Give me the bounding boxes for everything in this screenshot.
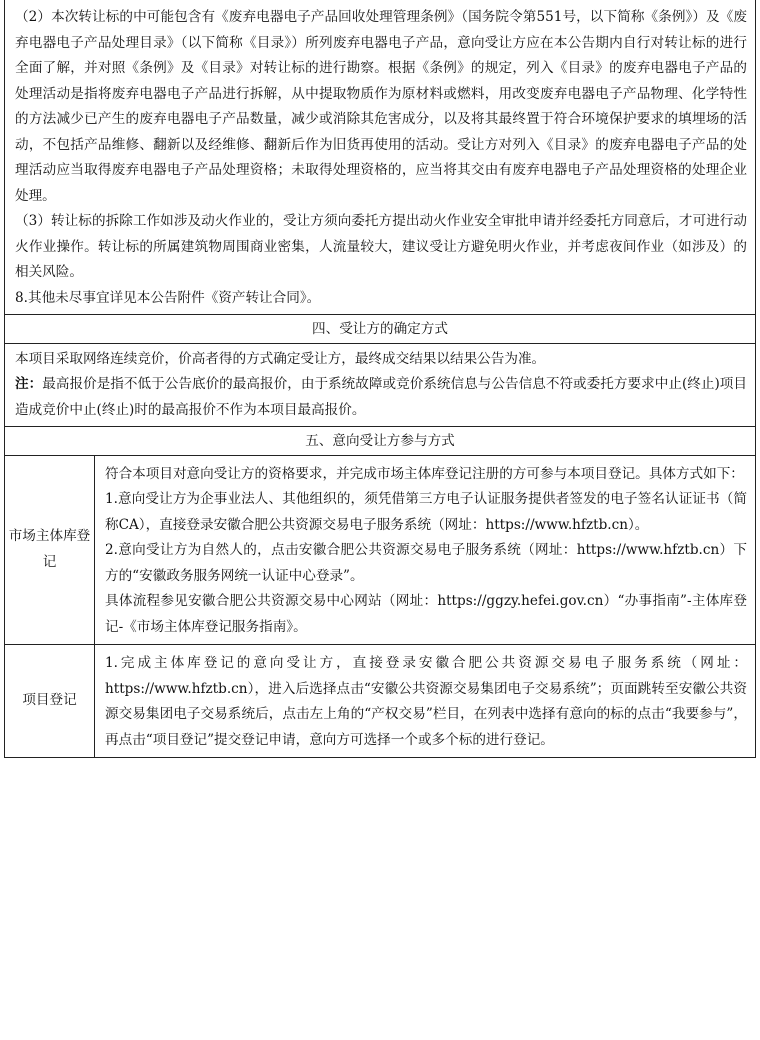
project-registration-row xyxy=(5,645,756,758)
paragraph-2: （2）本次转让标的中可能包含有《废弃电器电子产品回收处理管理条例》（国务院令第551号，以下简称《条例》）及《废弃电器电子产品处理目录》（以下简称《目录》）所列废弃电器电子产品，意向受让方应在本公告期内自行对转让标的进行全面了解，并对照《条例》及《目录》对转让标的进行勘察。根据《条例》的规定，列入《目录》的废弃电器电子产品的处理活动是指将废弃电器电子产品进行拆解，从中提取物质作为原材料或燃料，用改变废弃电器电子产品物理、化学特性的方法减少已产生的废弃电器电子产品数量，减少或消除其危害成分，以及将其最终置于符合环境保护要求的填埋场的活动，不包括产品维修、翻新以及经维修、翻新后作为旧货再使用的活动。受让方对列入《目录》的废弃电器电子产品的处理活动应当取得废弃电器电子产品处理资格；未取得处理资格的，应当将其交由有废弃电器电子产品处理资格的处理企业处理。 xyxy=(15,9,747,204)
note-body: 最高报价是指不低于公告底价的最高报价，由于系统故障或竞价系统信息与公告信息不符或委托方要求中止(终止)项目造成竞价中止(终止)时的最高报价不作为本项目最高报价。 xyxy=(15,376,748,418)
market-item-2: 2.意向受让方为自然人的，点击安徽合肥公共资源交易电子服务系统（网址：https://www.hfztb.cn）下方的“安徽政务服务网统一认证中心登录”。 xyxy=(105,542,747,584)
section5-heading: 五、意向受让方参与方式 xyxy=(5,427,756,456)
market-intro: 符合本项目对意向受让方的资格要求，并完成市场主体库登记注册的方可参与本项目登记。具体方式如下： xyxy=(105,465,744,482)
item-8: 8.其他未尽事宜详见本公告附件《资产转让合同》。 xyxy=(15,289,321,306)
market-registration-row xyxy=(5,455,756,645)
paragraph-3: （3）转让标的拆除工作如涉及动火作业的，受让方须向委托方提出动火作业安全审批申请并经委托方同意后，才可进行动火作业操作。转让标的所属建筑物周围商业密集，人流量较大，建议受让方避免明火作业，并考虑夜间作业（如涉及）的相关风险。 xyxy=(15,213,747,280)
section4-heading-row xyxy=(5,315,756,344)
section4-line-1: 本项目采取网络连续竞价，价高者得的方式确定受让方，最终成交结果以结果公告为准。 xyxy=(15,350,546,367)
market-registration-label: 市场主体库登记 xyxy=(5,455,95,645)
section4-body-row xyxy=(5,343,756,427)
market-process: 具体流程参见安徽合肥公共资源交易中心网站（网址：https://ggzy.hefei.gov.cn）“办事指南”-主体库登记-《市场主体库登记服务指南》。 xyxy=(105,593,747,635)
section3-row xyxy=(5,0,756,315)
project-registration-content xyxy=(95,645,756,758)
section4-note xyxy=(15,372,747,423)
project-registration-label: 项目登记 xyxy=(5,645,95,758)
section4-body xyxy=(5,343,756,427)
market-registration-content xyxy=(95,455,756,645)
note-prefix: 注： xyxy=(15,376,43,392)
section5-heading-row xyxy=(5,427,756,456)
section3-cell xyxy=(5,0,756,315)
market-item-1: 1.意向受让方为企事业法人、其他组织的，须凭借第三方电子认证服务提供者签发的电子签名认证证书（简称CA），直接登录安徽合肥公共资源交易电子服务系统（网址：https://www.hfztb.cn）。 xyxy=(105,491,747,533)
section4-heading: 四、受让方的确定方式 xyxy=(5,315,756,344)
project-item-1: 1.完成主体库登记的意向受让方，直接登录安徽合肥公共资源交易电子服务系统（网址：https://www.hfztb.cn），进入后选择点击“安徽公共资源交易集团电子交易系统”；页面跳转至安徽公共资源交易集团电子交易系统后，点击左上角的“产权交易”栏目，在列表中选择有意向的标的点击“我要参与”，再点击“项目登记”提交登记申请，意向方可选择一个或多个标的进行登记。 xyxy=(105,655,747,748)
announcement-table xyxy=(4,0,756,758)
